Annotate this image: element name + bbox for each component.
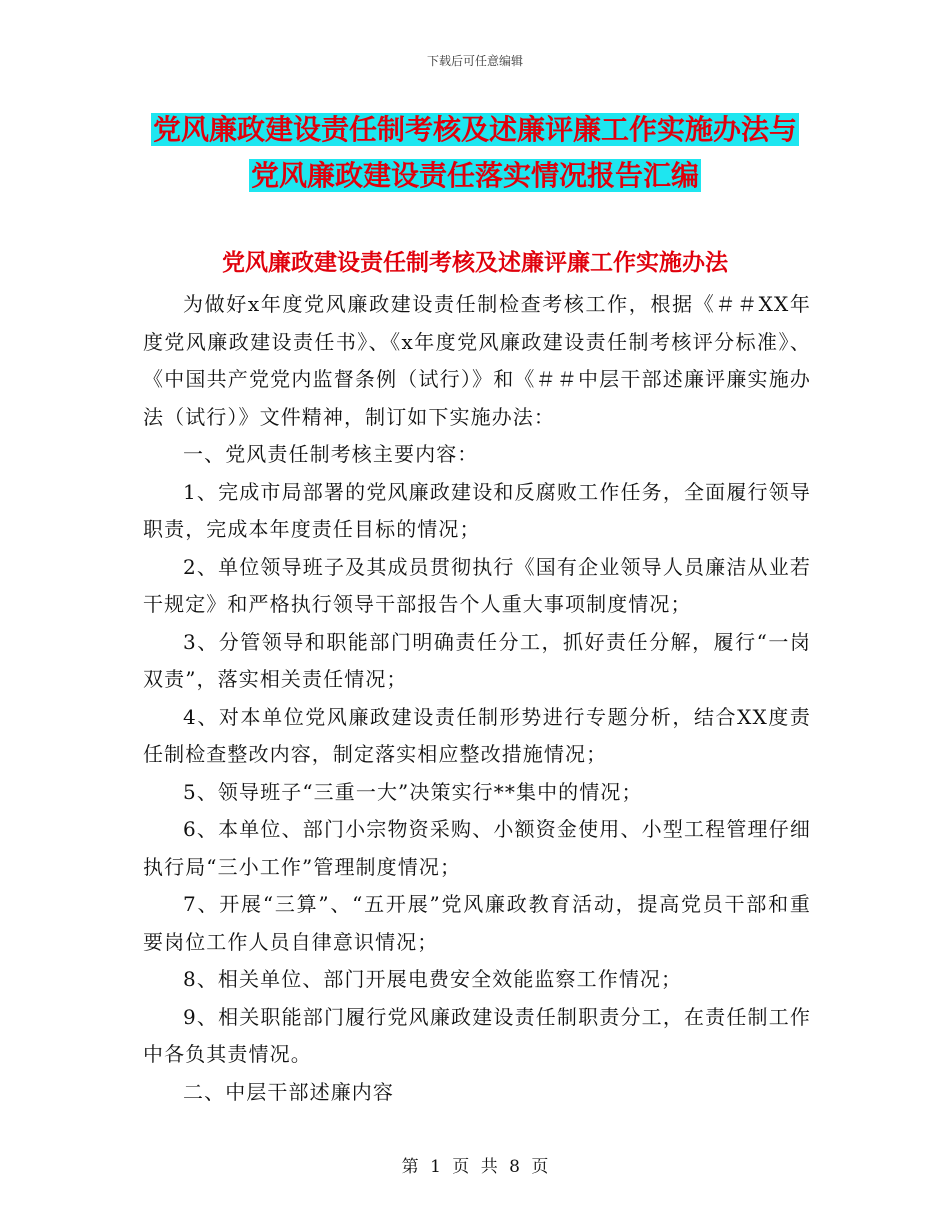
document-title-line-2: [0, 156, 950, 196]
title-line-1-text: 党风廉政建设责任制考核及述廉评廉工作实施办法与: [152, 113, 797, 146]
paragraph-heading-1: 一、党风责任制考核主要内容：: [183, 442, 479, 466]
list-item-1: 1、完成市局部署的党风廉政建设和反腐败工作任务，全面履行领导职责，完成本年度责任目标的情况；: [143, 479, 811, 541]
paragraph-heading-2: 二、中层干部述廉内容: [183, 1079, 394, 1104]
list-item-5: 5、领导班子“三重一大”决策实行**集中的情况；: [183, 779, 643, 804]
list-item-4: 4、对本单位党风廉政建设责任制形势进行专题分析，结合XX度责任制检查整改内容，制定落实相应整改措施情况；: [143, 704, 811, 766]
document-title-line-1: [0, 110, 950, 150]
title-line-2-text: 党风廉政建设责任落实情况报告汇编: [250, 159, 699, 192]
section-title: 党风廉政建设责任制考核及述廉评廉工作实施办法: [222, 250, 728, 276]
list-item-2: 2、单位领导班子及其成员贯彻执行《国有企业领导人员廉洁从业若干规定》和严格执行领导干部报告个人重大事项制度情况；: [143, 554, 811, 616]
list-item-9: 9、相关职能部门履行党风廉政建设责任制职责分工，在责任制工作中各负其责情况。: [143, 1004, 811, 1066]
list-item-8: 8、相关单位、部门开展电费安全效能监察工作情况；: [183, 967, 683, 991]
page-number: 第 1 页 共 8 页: [401, 1157, 549, 1177]
document-body: [143, 286, 811, 1111]
page-header-note: 下载后可任意编辑: [426, 54, 523, 68]
paragraph-intro: 为做好x年度党风廉政建设责任制检查考核工作，根据《＃＃XX年度党风廉政建设责任书》、《x年度党风廉政建设责任制考核评分标准》、《中国共产党党内监督条例（试行）》和《＃＃中层干部述廉评廉实施办法（试行）》文件精神，制订如下实施办法：: [143, 292, 811, 429]
list-item-3: 3、分管领导和职能部门明确责任分工，抓好责任分解，履行“一岗双责”，落实相关责任情况；: [143, 629, 811, 691]
list-item-7: 7、开展“三算”、“五开展”党风廉政教育活动，提高党员干部和重要岗位工作人员自律意识情况；: [143, 892, 811, 954]
list-item-6: 6、本单位、部门小宗物资采购、小额资金使用、小型工程管理仔细执行局“三小工作”管理制度情况；: [143, 817, 811, 879]
